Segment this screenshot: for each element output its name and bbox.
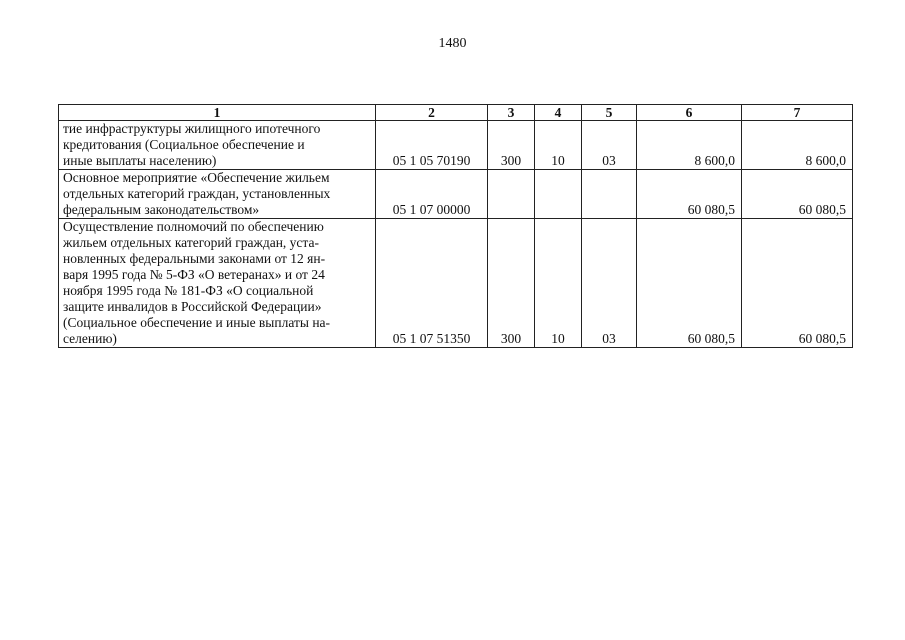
table-row — [59, 121, 853, 170]
header-col-7: 7 — [742, 105, 853, 121]
row-col4-cell — [535, 170, 582, 219]
header-col-1: 1 — [59, 105, 376, 121]
row-code-cell: 05 1 05 70190 — [376, 121, 488, 170]
table-row — [59, 170, 853, 219]
row-col7-cell: 60 080,5 — [742, 219, 853, 348]
row-name-text: тие инфраструктуры жилищного ипотечного кредитования (Социальное обеспечение и иные выплаты населению) — [63, 121, 321, 168]
row-code-cell: 05 1 07 51350 — [376, 219, 488, 348]
header-col-3: 3 — [488, 105, 535, 121]
row-col3-cell: 300 — [488, 121, 535, 170]
header-col-5: 5 — [582, 105, 637, 121]
row-col7-cell: 8 600,0 — [742, 121, 853, 170]
row-col4-cell: 10 — [535, 219, 582, 348]
row-col5-cell — [582, 170, 637, 219]
row-col6-cell: 60 080,5 — [637, 219, 742, 348]
page-number: 1480 — [438, 36, 467, 51]
row-col5-cell: 03 — [582, 219, 637, 348]
row-col3-cell: 300 — [488, 219, 535, 348]
row-name-text: Осуществление полномочий по обеспечению жильем отдельных категорий граждан, уста- новленных федеральными законами от 12 ян- варя 1995 года № 5-ФЗ «О ветеранах» и от 24 ноября 1995 года № 181-ФЗ «О социальной защите инвалидов в Российской Федерации» (Социальное обеспечение и иные выплаты на- селению) — [63, 219, 331, 346]
row-name-cell — [59, 170, 376, 219]
table-row — [59, 219, 853, 348]
row-col4-cell: 10 — [535, 121, 582, 170]
row-col6-cell: 60 080,5 — [637, 170, 742, 219]
row-col5-cell: 03 — [582, 121, 637, 170]
header-col-4: 4 — [535, 105, 582, 121]
header-col-6: 6 — [637, 105, 742, 121]
table-header-row — [59, 105, 853, 121]
budget-table — [58, 104, 853, 348]
row-name-cell — [59, 219, 376, 348]
row-name-text: Основное мероприятие «Обеспечение жильем отдельных категорий граждан, установленных федеральным законодательством» — [63, 170, 331, 217]
row-col7-cell: 60 080,5 — [742, 170, 853, 219]
row-name-cell — [59, 121, 376, 170]
row-code-cell: 05 1 07 00000 — [376, 170, 488, 219]
row-col3-cell — [488, 170, 535, 219]
header-col-2: 2 — [376, 105, 488, 121]
row-col6-cell: 8 600,0 — [637, 121, 742, 170]
